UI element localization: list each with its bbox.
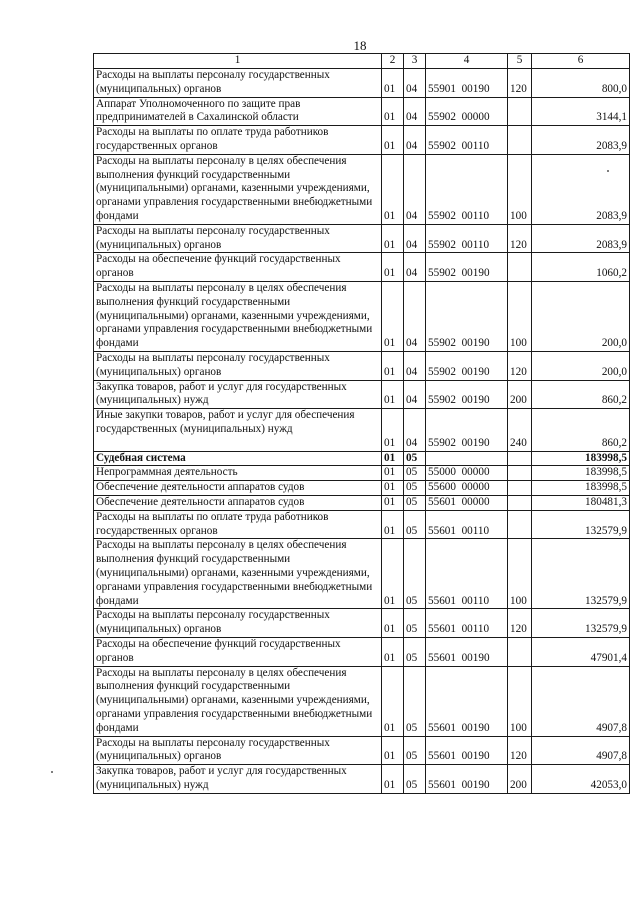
- column-header-2: 2: [382, 54, 404, 69]
- row-amount: 200,0: [532, 351, 630, 380]
- row-subsection: 04: [404, 281, 426, 351]
- row-amount: 132579,9: [532, 609, 630, 638]
- row-amount: 180481,3: [532, 495, 630, 510]
- row-section: 01: [382, 281, 404, 351]
- row-section: 01: [382, 126, 404, 155]
- row-expense-type: 120: [508, 736, 532, 765]
- row-section: 01: [382, 765, 404, 794]
- row-subsection: 05: [404, 637, 426, 666]
- row-subsection: 04: [404, 154, 426, 224]
- table-row: [94, 97, 630, 126]
- table-row: [94, 69, 630, 98]
- row-amount: 200,0: [532, 281, 630, 351]
- row-section: 01: [382, 609, 404, 638]
- row-amount: 132579,9: [532, 539, 630, 609]
- row-expense-type: [508, 451, 532, 466]
- table-row: [94, 481, 630, 496]
- row-name: Расходы на выплаты персоналу в целях обеспечения выполнения функций государственными (муниципальными) органами, казенными учреждениями, органами управления государственными внебюджетными фондами: [94, 539, 382, 609]
- row-name: Аппарат Уполномоченного по защите прав предпринимателей в Сахалинской области: [94, 97, 382, 126]
- row-expense-type: [508, 481, 532, 496]
- table-row: [94, 510, 630, 539]
- column-header-3: 3: [404, 54, 426, 69]
- row-expense-type: [508, 126, 532, 155]
- row-expense-type: 100: [508, 281, 532, 351]
- budget-table: [93, 53, 630, 794]
- row-amount: 4907,8: [532, 736, 630, 765]
- row-section: 01: [382, 495, 404, 510]
- table-body: [94, 54, 630, 794]
- table-row: [94, 351, 630, 380]
- row-section: 01: [382, 736, 404, 765]
- column-header-4: 4: [426, 54, 508, 69]
- row-amount: 1060,2: [532, 253, 630, 282]
- row-name: Расходы на выплаты персоналу государственных (муниципальных) органов: [94, 69, 382, 98]
- table-row: [94, 609, 630, 638]
- row-target-article: 55902 00190: [426, 409, 508, 451]
- row-section: 01: [382, 351, 404, 380]
- row-name: Непрограммная деятельность: [94, 466, 382, 481]
- column-header-6: 6: [532, 54, 630, 69]
- row-amount: 132579,9: [532, 510, 630, 539]
- row-subsection: 05: [404, 666, 426, 736]
- row-target-article: 55601 00000: [426, 495, 508, 510]
- row-subsection: 05: [404, 495, 426, 510]
- table-row: [94, 466, 630, 481]
- row-subsection: 05: [404, 539, 426, 609]
- page-number: 18: [353, 38, 367, 53]
- row-section: 01: [382, 466, 404, 481]
- row-amount: 2083,9: [532, 154, 630, 224]
- table-row: [94, 637, 630, 666]
- row-subsection: 05: [404, 736, 426, 765]
- row-amount: 42053,0: [532, 765, 630, 794]
- row-target-article: 55601 00190: [426, 666, 508, 736]
- column-header-1: 1: [94, 54, 382, 69]
- row-target-article: 55902 00190: [426, 253, 508, 282]
- row-subsection: 04: [404, 69, 426, 98]
- table-row: [94, 495, 630, 510]
- row-target-article: 55601 00110: [426, 539, 508, 609]
- row-name: Расходы на выплаты персоналу государственных (муниципальных) органов: [94, 224, 382, 253]
- row-name: Судебная система: [94, 451, 382, 466]
- row-target-article: 55902 00190: [426, 281, 508, 351]
- table-row: [94, 154, 630, 224]
- row-target-article: [426, 451, 508, 466]
- row-expense-type: 200: [508, 765, 532, 794]
- row-section: 01: [382, 409, 404, 451]
- column-header-5: 5: [508, 54, 532, 69]
- row-expense-type: [508, 253, 532, 282]
- row-amount: 183998,5: [532, 466, 630, 481]
- row-name: Расходы на обеспечение функций государственных органов: [94, 637, 382, 666]
- row-amount: 47901,4: [532, 637, 630, 666]
- row-name: Расходы на выплаты по оплате труда работников государственных органов: [94, 126, 382, 155]
- row-target-article: 55601 00110: [426, 510, 508, 539]
- row-amount: 2083,9: [532, 126, 630, 155]
- row-name: Расходы на выплаты по оплате труда работников государственных органов: [94, 510, 382, 539]
- scan-speck: [607, 170, 609, 172]
- row-expense-type: 100: [508, 539, 532, 609]
- row-section: 01: [382, 97, 404, 126]
- scan-speck: [51, 771, 53, 773]
- table-row: [94, 126, 630, 155]
- table-row: [94, 765, 630, 794]
- row-target-article: 55902 00190: [426, 351, 508, 380]
- table-row: [94, 253, 630, 282]
- row-expense-type: 120: [508, 609, 532, 638]
- row-expense-type: 120: [508, 351, 532, 380]
- row-expense-type: [508, 495, 532, 510]
- row-name: Закупка товаров, работ и услуг для государственных (муниципальных) нужд: [94, 765, 382, 794]
- row-subsection: 04: [404, 380, 426, 409]
- table-row: [94, 409, 630, 451]
- table-row: [94, 736, 630, 765]
- row-expense-type: 120: [508, 69, 532, 98]
- row-name: Расходы на выплаты персоналу государственных (муниципальных) органов: [94, 736, 382, 765]
- row-section: 01: [382, 253, 404, 282]
- row-subsection: 04: [404, 409, 426, 451]
- row-target-article: 55600 00000: [426, 481, 508, 496]
- row-amount: 183998,5: [532, 451, 630, 466]
- row-expense-type: [508, 637, 532, 666]
- row-target-article: 55902 00190: [426, 380, 508, 409]
- header-row: [94, 54, 630, 69]
- table-row: [94, 380, 630, 409]
- row-expense-type: 100: [508, 666, 532, 736]
- row-amount: 860,2: [532, 380, 630, 409]
- row-section: 01: [382, 510, 404, 539]
- row-name: Расходы на выплаты персоналу в целях обеспечения выполнения функций государственными (муниципальными) органами, казенными учреждениями, органами управления государственными внебюджетными фондами: [94, 666, 382, 736]
- row-subsection: 04: [404, 224, 426, 253]
- row-section: 01: [382, 481, 404, 496]
- table-row: [94, 539, 630, 609]
- row-amount: 183998,5: [532, 481, 630, 496]
- row-section: 01: [382, 539, 404, 609]
- row-subsection: 05: [404, 609, 426, 638]
- row-section: 01: [382, 69, 404, 98]
- row-target-article: 55601 00110: [426, 609, 508, 638]
- row-name: Расходы на выплаты персоналу государственных (муниципальных) органов: [94, 609, 382, 638]
- table-row: [94, 224, 630, 253]
- row-target-article: 55902 00110: [426, 126, 508, 155]
- row-target-article: 55601 00190: [426, 637, 508, 666]
- row-target-article: 55601 00190: [426, 765, 508, 794]
- row-target-article: 55601 00190: [426, 736, 508, 765]
- row-expense-type: 100: [508, 154, 532, 224]
- row-target-article: 55000 00000: [426, 466, 508, 481]
- row-expense-type: 240: [508, 409, 532, 451]
- row-name: Обеспечение деятельности аппаратов судов: [94, 481, 382, 496]
- table-row: [94, 666, 630, 736]
- row-section: 01: [382, 154, 404, 224]
- table-row: [94, 451, 630, 466]
- row-amount: 860,2: [532, 409, 630, 451]
- row-subsection: 05: [404, 466, 426, 481]
- row-amount: 2083,9: [532, 224, 630, 253]
- row-target-article: 55902 00110: [426, 154, 508, 224]
- row-expense-type: [508, 510, 532, 539]
- row-subsection: 05: [404, 481, 426, 496]
- row-section: 01: [382, 666, 404, 736]
- row-expense-type: [508, 97, 532, 126]
- row-amount: 800,0: [532, 69, 630, 98]
- row-subsection: 04: [404, 351, 426, 380]
- row-amount: 3144,1: [532, 97, 630, 126]
- row-subsection: 05: [404, 765, 426, 794]
- row-name: Расходы на выплаты персоналу в целях обеспечения выполнения функций государственными (муниципальными) органами, казенными учреждениями, органами управления государственными внебюджетными фондами: [94, 154, 382, 224]
- row-subsection: 04: [404, 253, 426, 282]
- row-section: 01: [382, 224, 404, 253]
- row-subsection: 04: [404, 126, 426, 155]
- row-name: Расходы на выплаты персоналу государственных (муниципальных) органов: [94, 351, 382, 380]
- row-subsection: 05: [404, 451, 426, 466]
- row-name: Иные закупки товаров, работ и услуг для обеспечения государственных (муниципальных) нужд: [94, 409, 382, 451]
- row-section: 01: [382, 451, 404, 466]
- row-section: 01: [382, 380, 404, 409]
- row-section: 01: [382, 637, 404, 666]
- row-expense-type: 200: [508, 380, 532, 409]
- table-row: [94, 281, 630, 351]
- row-name: Расходы на выплаты персоналу в целях обеспечения выполнения функций государственными (муниципальными) органами, казенными учреждениями, органами управления государственными внебюджетными фондами: [94, 281, 382, 351]
- row-subsection: 04: [404, 97, 426, 126]
- row-target-article: 55901 00190: [426, 69, 508, 98]
- row-target-article: 55902 00000: [426, 97, 508, 126]
- row-name: Обеспечение деятельности аппаратов судов: [94, 495, 382, 510]
- row-expense-type: 120: [508, 224, 532, 253]
- row-expense-type: [508, 466, 532, 481]
- row-subsection: 05: [404, 510, 426, 539]
- row-target-article: 55902 00110: [426, 224, 508, 253]
- row-name: Закупка товаров, работ и услуг для государственных (муниципальных) нужд: [94, 380, 382, 409]
- row-amount: 4907,8: [532, 666, 630, 736]
- row-name: Расходы на обеспечение функций государственных органов: [94, 253, 382, 282]
